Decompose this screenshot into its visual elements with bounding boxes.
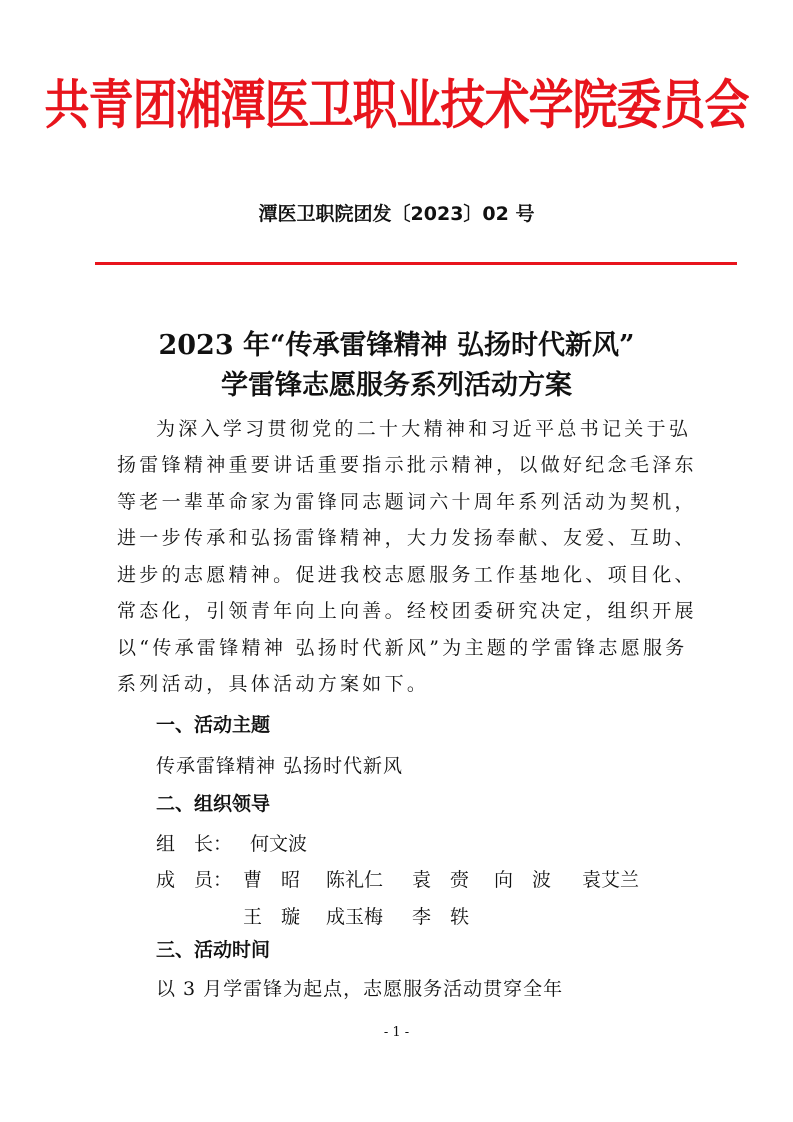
intro-paragraph-line: 进一步传承和弘扬雷锋精神，大力发扬奉献、友爱、互助、 bbox=[117, 527, 697, 549]
intro-paragraph-line: 以“传承雷锋精神 弘扬时代新风”为主题的学雷锋志愿服务 bbox=[117, 637, 688, 659]
member-name: 王 璇 bbox=[243, 906, 301, 928]
member-name: 成玉梅 bbox=[326, 906, 384, 928]
document-title-line-1: 2023 年“传承雷锋精神 弘扬时代新风” bbox=[158, 330, 635, 361]
member-name: 李 轶 bbox=[412, 906, 470, 928]
theme-text: 传承雷锋精神 弘扬时代新风 bbox=[156, 755, 404, 777]
leader-label: 组 长： bbox=[156, 833, 233, 855]
intro-paragraph-line: 扬雷锋精神重要讲话重要指示批示精神，以做好纪念毛泽东 bbox=[117, 454, 697, 476]
intro-paragraph-line: 常态化，引领青年向上向善。经校团委研究决定，组织开展 bbox=[117, 600, 697, 622]
intro-paragraph-line: 等老一辈革命家为雷锋同志题词六十周年系列活动为契机， bbox=[117, 491, 697, 513]
member-name: 陈礼仁 bbox=[326, 869, 384, 891]
section-heading-time: 三、活动时间 bbox=[156, 939, 271, 961]
member-name: 曹 昭 bbox=[243, 869, 301, 891]
red-divider-line bbox=[95, 262, 737, 265]
section-heading-theme: 一、活动主题 bbox=[156, 714, 271, 736]
intro-paragraph-line: 进步的志愿精神。促进我校志愿服务工作基地化、项目化、 bbox=[117, 564, 697, 586]
member-name: 袁艾兰 bbox=[582, 869, 640, 891]
intro-paragraph-line: 为深入学习贯彻党的二十大精神和习近平总书记关于弘 bbox=[156, 418, 692, 440]
leader-name: 何文波 bbox=[250, 833, 308, 855]
time-text: 以 3 月学雷锋为起点，志愿服务活动贯穿全年 bbox=[156, 978, 564, 1000]
members-label: 成 员： bbox=[156, 869, 233, 891]
section-heading-leadership: 二、组织领导 bbox=[156, 793, 271, 815]
page-number: - 1 - bbox=[383, 1025, 410, 1040]
organization-header: 共青团湘潭医卫职业技术学院委员会 bbox=[44, 73, 749, 137]
member-name: 袁 赍 bbox=[412, 869, 470, 891]
document-title-line-2: 学雷锋志愿服务系列活动方案 bbox=[221, 370, 572, 401]
intro-paragraph-line: 系列活动，具体活动方案如下。 bbox=[117, 673, 430, 695]
member-name: 向 波 bbox=[494, 869, 552, 891]
document-number: 潭医卫职院团发〔2023〕02 号 bbox=[258, 203, 535, 225]
